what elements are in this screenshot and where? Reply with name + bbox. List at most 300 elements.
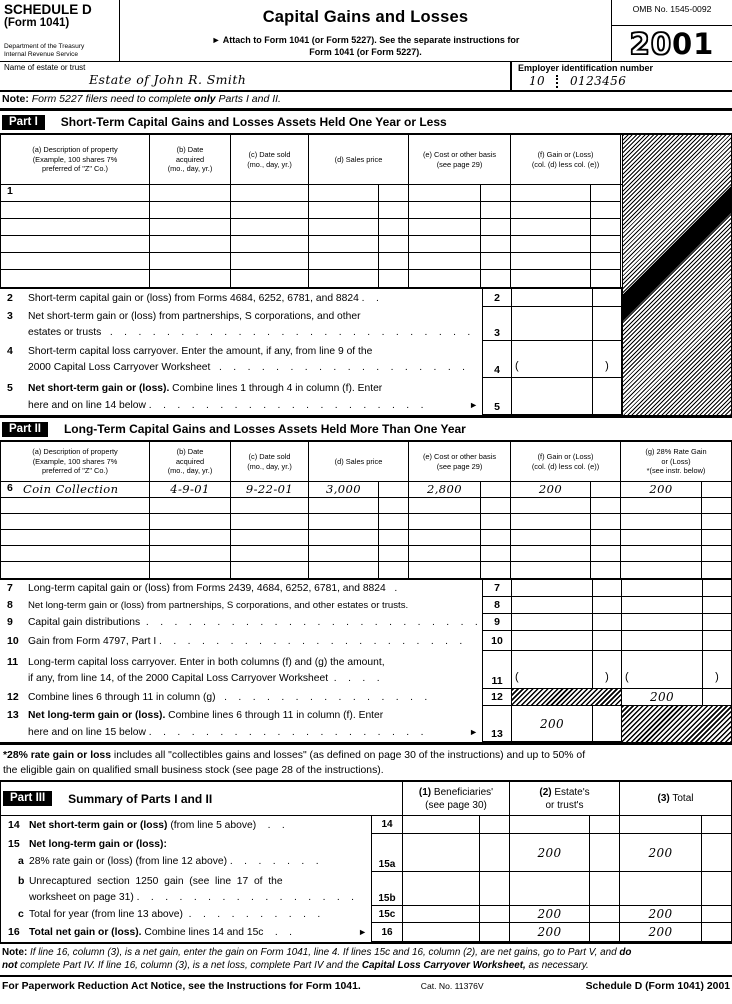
cell-gain-loss[interactable] [511, 185, 591, 202]
cents[interactable] [590, 834, 620, 872]
cell-sales-price[interactable] [309, 498, 379, 514]
cell-description[interactable] [0, 530, 150, 546]
line-text: estates or trusts . . . . . . . . . . . . . . . . . . . . . . . . . . [28, 326, 471, 338]
table-row[interactable] [0, 514, 732, 530]
line-8-amount-f[interactable] [512, 597, 593, 614]
paren-close: ) [605, 360, 609, 372]
line-12 [0, 689, 732, 706]
cell-description[interactable] [0, 562, 150, 578]
cell-description[interactable] [0, 253, 150, 270]
cell-cost-basis[interactable] [409, 530, 481, 546]
cell-cents[interactable] [379, 482, 409, 498]
line-text: here and on line 15 below . . . . . . . . . . . . . . . . . . . . [28, 727, 424, 738]
cell-description[interactable] [0, 514, 150, 530]
ein-suffix[interactable]: 0123456 [570, 74, 627, 88]
cell-gain-loss[interactable] [511, 236, 591, 253]
line-letter: b [18, 874, 25, 887]
line-text: Net short-term gain or (loss) from partnerships, S corporations, and other [28, 310, 361, 322]
line-15c-col1[interactable] [403, 906, 480, 923]
cell-cents[interactable] [702, 482, 732, 498]
line-3-amount[interactable] [512, 307, 593, 341]
cell-cents[interactable] [379, 185, 409, 202]
line-16-col3[interactable]: 200 [620, 923, 702, 942]
line-2-box: 2 [482, 289, 512, 307]
col-b-header: (b) Date acquired (mo., day, yr.) [150, 135, 231, 184]
cell-date-acquired[interactable]: 4-9-01 [150, 482, 231, 498]
cell-cents[interactable] [591, 482, 621, 498]
cents[interactable] [480, 816, 510, 834]
cell-description[interactable] [0, 236, 150, 253]
cell-sales-price[interactable] [309, 270, 379, 287]
line-15b-col2[interactable] [510, 872, 590, 906]
line-2-amount[interactable] [512, 289, 593, 307]
line-13-cents-f[interactable] [593, 706, 622, 742]
line-number: 16 [8, 926, 20, 938]
part1-title: Short-Term Capital Gains and Losses Assets Held One Year or Less [60, 115, 447, 129]
footnote-text: includes all "collectibles gains and losses" (as defined on page 30 of the instructions) and up to 50% of [111, 750, 586, 761]
cell-date-acquired[interactable] [150, 562, 231, 578]
line-11-amount-g[interactable] [622, 651, 703, 689]
cents[interactable] [702, 923, 732, 942]
cell-date-sold[interactable] [231, 270, 309, 287]
cell-gain-loss[interactable] [511, 270, 591, 287]
cell-description[interactable] [0, 185, 150, 202]
cell-cents[interactable] [591, 202, 621, 219]
cell-gain-loss[interactable] [511, 202, 591, 219]
page-footer [0, 977, 732, 992]
cell-date-acquired[interactable] [150, 202, 231, 219]
line-10-amount-g[interactable] [622, 631, 703, 651]
cell-cents[interactable] [481, 253, 511, 270]
form-footer-id: Schedule D (Form 1041) 2001 [585, 981, 730, 992]
cell-gain-loss[interactable] [511, 253, 591, 270]
cell-date-sold[interactable] [231, 185, 309, 202]
line-14-col1[interactable] [403, 816, 480, 834]
part2-rows [0, 482, 732, 580]
line-number: 9 [7, 616, 13, 628]
line-10-cents-f[interactable] [593, 631, 622, 651]
paren-open: ( [515, 360, 519, 372]
line-15a-col3[interactable]: 200 [620, 834, 702, 872]
line-8-amount-g[interactable] [622, 597, 703, 614]
line-number: 7 [7, 582, 13, 594]
cell-sales-price[interactable]: 3,000 [309, 482, 379, 498]
cell-28-rate-gain[interactable] [621, 546, 702, 562]
cell-gain-loss[interactable]: 200 [511, 482, 591, 498]
name-label: Name of estate or trust [4, 63, 86, 72]
line-15c [0, 906, 732, 923]
cell-sales-price[interactable] [309, 219, 379, 236]
cell-cents[interactable] [379, 219, 409, 236]
cell-cents[interactable] [379, 530, 409, 546]
cell-cents[interactable] [379, 270, 409, 287]
cell-date-sold[interactable] [231, 253, 309, 270]
line-5-cents[interactable] [593, 378, 622, 415]
cell-cents[interactable] [702, 498, 732, 514]
line-text-bold: Net long-term gain or (loss). [28, 710, 166, 721]
line-3-cents[interactable] [593, 307, 622, 341]
cell-date-sold[interactable] [231, 498, 309, 514]
line-11-amount-f[interactable] [512, 651, 593, 689]
col-e-header: (e) Cost or other basis (see page 29) [409, 442, 511, 481]
line-12-hatched-f [512, 689, 622, 706]
line-number: 12 [7, 691, 19, 703]
col-beneficiaries-header: (1) Beneficiaries' (see page 30) [403, 782, 510, 815]
agency-line1: Department of the Treasury [4, 42, 85, 50]
year-solid-digits: 01 [672, 26, 715, 61]
ein-value[interactable] [518, 74, 726, 88]
cell-cents[interactable] [591, 236, 621, 253]
cell-date-acquired[interactable] [150, 253, 231, 270]
cell-date-sold[interactable] [231, 546, 309, 562]
catalog-number: Cat. No. 11376V [420, 981, 484, 991]
cell-gain-loss[interactable] [511, 546, 591, 562]
cell-sales-price[interactable] [309, 546, 379, 562]
line-8-box: 8 [482, 597, 512, 614]
cents[interactable] [590, 906, 620, 923]
cents[interactable] [480, 872, 510, 906]
paren-open: ( [625, 671, 629, 683]
cents[interactable] [702, 816, 732, 834]
line-15a-box: 15a [371, 834, 403, 872]
line-5-text [0, 378, 482, 415]
line-15c-col2[interactable]: 200 [510, 906, 590, 923]
cell-date-acquired[interactable] [150, 514, 231, 530]
part2-label: Part II [2, 422, 48, 437]
year-outline-digits: 20 [629, 26, 672, 61]
rate-gain-footnote [0, 745, 732, 780]
bottom-note: Note: If line 16, column (3), is a net gain, enter the gain on Form 1041, line 4. If lines 15c and 16, column (2), are net gains, go to Part V, and do not complete Part IV. If line 16, column (3), is a net loss, complete Part IV and the Capital Loss Carryover Worksheet, as necessary. [0, 944, 732, 977]
line-9-amount-f[interactable] [512, 614, 593, 631]
cell-cents[interactable] [481, 482, 511, 498]
cell-description[interactable] [0, 482, 150, 498]
cell-cents[interactable] [702, 562, 732, 578]
description-value[interactable]: Coin Collection [23, 482, 119, 496]
cell-cost-basis[interactable] [409, 562, 481, 578]
cell-cents[interactable] [702, 514, 732, 530]
col-d-header: (d) Sales price [309, 442, 409, 481]
line-11-box: 11 [482, 651, 512, 689]
line-text: (from line 5 above) . . [167, 819, 285, 831]
form-number: (Form 1041) [4, 17, 70, 29]
cell-date-acquired[interactable] [150, 236, 231, 253]
line-10-amount-f[interactable] [512, 631, 593, 651]
cell-28-rate-gain[interactable] [621, 514, 702, 530]
line-4-text [0, 341, 482, 378]
line-15b [0, 872, 732, 906]
cell-cents[interactable] [591, 546, 621, 562]
ein-divider [556, 75, 558, 88]
line-number: 13 [7, 709, 19, 721]
line-15a-col1[interactable] [403, 834, 480, 872]
table-row[interactable] [0, 562, 732, 578]
line-13-amount-f[interactable]: 200 [512, 706, 593, 742]
cell-date-sold[interactable] [231, 514, 309, 530]
ein-field[interactable] [510, 62, 732, 90]
cents[interactable] [590, 816, 620, 834]
cell-sales-price[interactable] [309, 562, 379, 578]
cell-date-acquired[interactable] [150, 219, 231, 236]
col-c-header: (c) Date sold (mo., day, yr.) [231, 442, 309, 481]
cell-gain-loss[interactable] [511, 562, 591, 578]
cell-date-sold[interactable] [231, 236, 309, 253]
line-text: Combine lines 6 through 11 in column (g) . . . . . . . . . . . . . . . [28, 692, 428, 703]
cell-gain-loss[interactable] [511, 530, 591, 546]
line-15b-col3[interactable] [620, 872, 702, 906]
cell-cents[interactable] [591, 562, 621, 578]
cell-cents[interactable] [481, 514, 511, 530]
cell-cents[interactable] [379, 253, 409, 270]
part3-bar [0, 782, 732, 816]
cell-description[interactable] [0, 219, 150, 236]
line-5-amount[interactable] [512, 378, 593, 415]
line-12-amount-g[interactable]: 200 [622, 689, 703, 706]
cell-date-acquired[interactable] [150, 498, 231, 514]
table-row-6[interactable] [0, 482, 732, 498]
cell-cents[interactable] [481, 562, 511, 578]
line-14-box: 14 [371, 816, 403, 834]
line-text: Total for year (from line 13 above) . . . . . . . . . . [29, 909, 321, 920]
line-10 [0, 631, 732, 651]
cell-gain-loss[interactable] [511, 219, 591, 236]
col-d-header: (d) Sales price [309, 135, 409, 184]
line-letter: c [18, 908, 24, 920]
cell-description[interactable] [0, 270, 150, 287]
cents[interactable] [702, 834, 732, 872]
cell-date-acquired[interactable] [150, 185, 231, 202]
cents[interactable] [590, 872, 620, 906]
cell-cost-basis[interactable]: 2,800 [409, 482, 481, 498]
line-7 [0, 580, 732, 597]
line-7-cents-g[interactable] [703, 580, 732, 597]
line-7-cents-f[interactable] [593, 580, 622, 597]
note-label: Note: [2, 93, 29, 105]
cell-28-rate-gain[interactable]: 200 [621, 482, 702, 498]
note-text-after: Parts I and II. [215, 93, 281, 105]
cell-28-rate-gain[interactable] [621, 562, 702, 578]
line-text: Net long-term gain or (loss) from partnerships, S corporations, and other estates or trusts. [28, 600, 409, 611]
cents[interactable] [480, 906, 510, 923]
note-label: Note: [2, 947, 28, 958]
cell-cents[interactable] [591, 185, 621, 202]
cell-sales-price[interactable] [309, 236, 379, 253]
cell-cents[interactable] [591, 514, 621, 530]
line-8-cents-f[interactable] [593, 597, 622, 614]
line-9-amount-g[interactable] [622, 614, 703, 631]
cell-cents[interactable] [379, 562, 409, 578]
cell-gain-loss[interactable] [511, 498, 591, 514]
cents[interactable] [480, 834, 510, 872]
line-4-amount[interactable] [512, 341, 593, 378]
part1-hatched-region [622, 135, 732, 415]
cell-cents[interactable] [481, 202, 511, 219]
tax-year [612, 25, 732, 61]
attach-line1: ► Attach to Form 1041 (or Form 5227). See the separate instructions for [211, 35, 520, 45]
line-9-cents-g[interactable] [703, 614, 732, 631]
line-11-cents-f[interactable] [593, 651, 622, 689]
cell-cents[interactable] [481, 219, 511, 236]
cell-28-rate-gain[interactable] [621, 498, 702, 514]
cell-cents[interactable] [379, 202, 409, 219]
cell-date-acquired[interactable] [150, 546, 231, 562]
cell-description[interactable] [0, 546, 150, 562]
line-text: Capital gain distributions . . . . . . . . . . . . . . . . . . . . . . . . [28, 617, 478, 628]
cell-cents[interactable] [702, 530, 732, 546]
cell-cents[interactable] [379, 546, 409, 562]
line-text: Combine lines 14 and 15c . . [141, 927, 293, 938]
cents[interactable] [480, 923, 510, 942]
line-10-box: 10 [482, 631, 512, 651]
col-total-header: (3) Total [620, 782, 732, 815]
line-4-cents[interactable] [593, 341, 622, 378]
line-number: 4 [7, 345, 13, 357]
cell-cents[interactable] [379, 514, 409, 530]
line-text: Long-term capital gain or (loss) from Forms 2439, 4684, 6252, 6781, and 8824 . [28, 583, 398, 594]
arrow-icon: ► [469, 399, 478, 410]
table-row[interactable] [0, 498, 732, 514]
cell-cost-basis[interactable] [409, 202, 481, 219]
line-text: 2000 Capital Loss Carryover Worksheet . . . . . . . . . . . . . . . . . . [28, 362, 465, 373]
paren-open: ( [515, 671, 519, 683]
cell-sales-price[interactable] [309, 185, 379, 202]
line-text: if any, from line 14, of the 2000 Capital Loss Carryover Worksheet . . . . [28, 672, 380, 684]
part3-label: Part III [3, 791, 52, 806]
line-text: 28% rate gain or (loss) (from line 12 above) . . . . . . . [29, 856, 319, 867]
cell-date-acquired[interactable] [150, 530, 231, 546]
cell-cents[interactable] [481, 185, 511, 202]
form-header [0, 0, 732, 62]
cell-cost-basis[interactable] [409, 219, 481, 236]
line-16-box: 16 [371, 923, 403, 942]
agency-line2: Internal Revenue Service [4, 50, 79, 58]
cell-cents[interactable] [481, 498, 511, 514]
line-9-box: 9 [482, 614, 512, 631]
cell-cost-basis[interactable] [409, 498, 481, 514]
line-14-col3[interactable] [620, 816, 702, 834]
cell-gain-loss[interactable] [511, 514, 591, 530]
table-row[interactable] [0, 530, 732, 546]
cell-cents[interactable] [591, 270, 621, 287]
cell-date-sold[interactable] [231, 530, 309, 546]
cell-cents[interactable] [481, 236, 511, 253]
line-5-box: 5 [482, 378, 512, 415]
attach-instructions [120, 34, 611, 58]
line-2-cents[interactable] [593, 289, 622, 307]
row-number: 6 [7, 482, 13, 494]
line-number: 3 [7, 309, 13, 322]
cell-sales-price[interactable] [309, 202, 379, 219]
line-text: here and on line 14 below . . . . . . . . . . . . . . . . . . . . [28, 399, 424, 411]
cell-cost-basis[interactable] [409, 270, 481, 287]
cell-cost-basis[interactable] [409, 514, 481, 530]
line-15c-col3[interactable]: 200 [620, 906, 702, 923]
line-9 [0, 614, 732, 631]
cell-cost-basis[interactable] [409, 236, 481, 253]
cents[interactable] [702, 906, 732, 923]
col-b-header: (b) Date acquired (mo., day, yr.) [150, 442, 231, 481]
page-title: Capital Gains and Losses [262, 8, 469, 26]
cell-cents[interactable] [379, 236, 409, 253]
line-14-col2[interactable] [510, 816, 590, 834]
line-15a-col2[interactable]: 200 [510, 834, 590, 872]
row-number: 1 [7, 185, 13, 197]
omb-number: OMB No. 1545-0092 [632, 4, 712, 14]
cell-sales-price[interactable] [309, 514, 379, 530]
cell-cost-basis[interactable] [409, 253, 481, 270]
line-4-box: 4 [482, 341, 512, 378]
cell-28-rate-gain[interactable] [621, 530, 702, 546]
top-note [0, 92, 732, 111]
line-12-cents-g[interactable] [703, 689, 732, 706]
line-9-cents-f[interactable] [593, 614, 622, 631]
col-c-header: (c) Date sold (mo., day, yr.) [231, 135, 309, 184]
name-value[interactable]: Estate of John R. Smith [89, 72, 247, 87]
line-7-amount-f[interactable] [512, 580, 593, 597]
cell-description[interactable] [0, 202, 150, 219]
cents[interactable] [702, 872, 732, 906]
cell-description[interactable] [0, 498, 150, 514]
cell-date-sold[interactable]: 9-22-01 [231, 482, 309, 498]
line-text: Gain from Form 4797, Part I . . . . . . . . . . . . . . . . . . . . . . [28, 635, 463, 647]
line-15b-col1[interactable] [403, 872, 480, 906]
cell-cents[interactable] [591, 498, 621, 514]
table-row[interactable] [0, 546, 732, 562]
cell-cents[interactable] [702, 546, 732, 562]
cell-cost-basis[interactable] [409, 546, 481, 562]
cell-cents[interactable] [481, 530, 511, 546]
schedule-name: SCHEDULE D [4, 2, 92, 17]
paren-close: ) [715, 671, 719, 683]
cell-cents[interactable] [481, 546, 511, 562]
cents[interactable] [590, 923, 620, 942]
line-7-amount-g[interactable] [622, 580, 703, 597]
cell-cents[interactable] [591, 253, 621, 270]
line-10-cents-g[interactable] [703, 631, 732, 651]
cell-date-sold[interactable] [231, 562, 309, 578]
line-text: worksheet on page 31) . . . . . . . . . . . . . . . . [29, 891, 355, 903]
line-16-col1[interactable] [403, 923, 480, 942]
ein-prefix[interactable]: 10 [528, 74, 546, 88]
cell-date-sold[interactable] [231, 219, 309, 236]
note-text: Form 5227 filers need to complete [28, 93, 195, 105]
cell-cents[interactable] [591, 530, 621, 546]
cell-cents[interactable] [481, 270, 511, 287]
part2-title: Long-Term Capital Gains and Losses Assets Held More Than One Year [63, 422, 466, 436]
part1-label: Part I [2, 115, 45, 130]
line-11-cents-g[interactable] [703, 651, 732, 689]
line-number: 15 [8, 838, 20, 850]
cell-sales-price[interactable] [309, 530, 379, 546]
line-number: 8 [7, 599, 13, 611]
line-8-cents-g[interactable] [703, 597, 732, 614]
line-16-col2[interactable]: 200 [510, 923, 590, 942]
cell-date-sold[interactable] [231, 202, 309, 219]
line-text-bold: Net long-term gain or (loss): [29, 839, 167, 850]
line-letter: a [18, 855, 24, 867]
line-text: Long-term capital loss carryover. Enter in both columns (f) and (g) the amount, [28, 656, 385, 668]
line-number: 11 [7, 655, 19, 668]
cell-cost-basis[interactable] [409, 185, 481, 202]
form-id-block [0, 0, 120, 61]
line-text: Short-term capital gain or (loss) from Forms 4684, 6252, 6781, and 8824 . . [28, 292, 379, 304]
cell-date-acquired[interactable] [150, 270, 231, 287]
name-field[interactable] [0, 62, 510, 90]
cell-sales-price[interactable] [309, 253, 379, 270]
cell-cents[interactable] [591, 219, 621, 236]
cell-cents[interactable] [379, 498, 409, 514]
name-ein-row [0, 62, 732, 92]
col-g-header: (g) 28% Rate Gain or (Loss) *(see instr. below) [621, 442, 732, 481]
